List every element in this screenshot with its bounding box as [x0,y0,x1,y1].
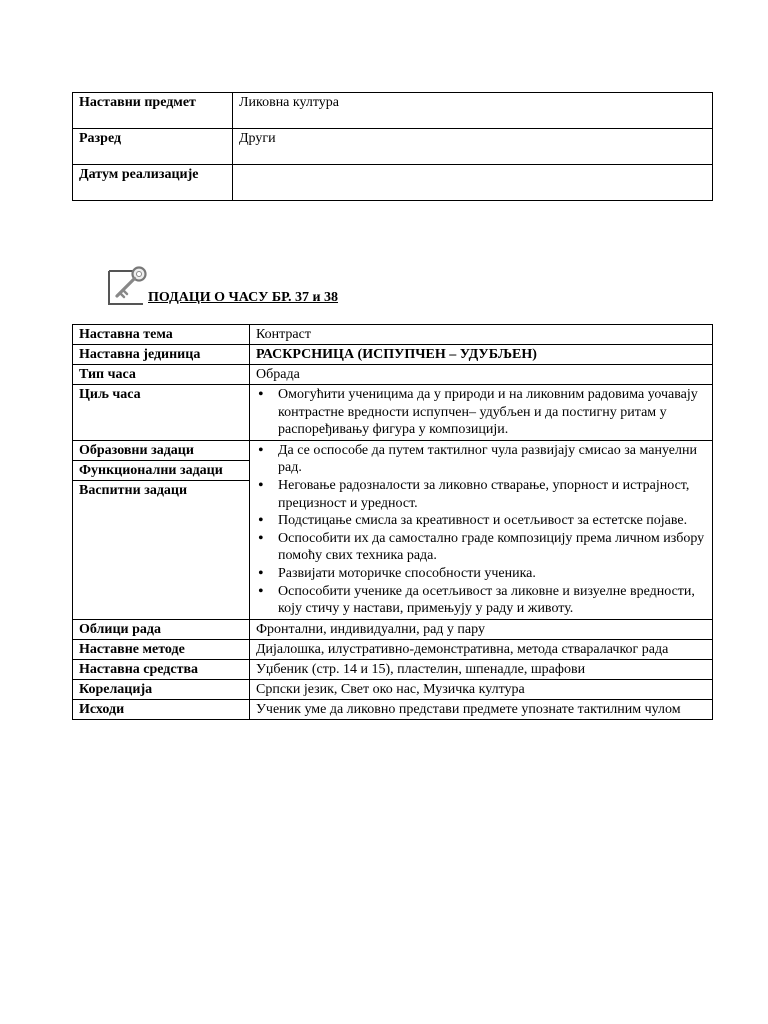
outcomes-value: Ученик уме да ликовно представи предмете упознате тактилним чулом [250,699,713,719]
table-row [73,440,713,619]
topic-label: Наставна тема [73,325,250,345]
table-row [73,365,713,385]
subject-value: Ликовна култура [233,93,713,129]
table-row [73,679,713,699]
lesson-type-value: Обрада [250,365,713,385]
list-item: • Оспособити их да самостално граде композицију према личном избору помоћу свих техника рада. [256,530,706,565]
materials-value: Уџбеник (стр. 14 и 15), пластелин, шпенадле, шрафови [250,659,713,679]
grade-value: Други [233,129,713,165]
work-forms-value: Фронтални, индивидуални, рад у пару [250,619,713,639]
educational-tasks-label: Образовни задаци [73,441,249,461]
table-row [73,385,713,441]
date-value [233,165,713,201]
table-row [73,345,713,365]
materials-label: Наставна средства [73,659,250,679]
lesson-type-label: Тип часа [73,365,250,385]
tasks-list [256,442,706,618]
unit-value: РАСКРСНИЦА (ИСПУПЧЕН – УДУБЉЕН) [250,345,713,365]
functional-tasks-label: Функционални задаци [73,461,249,481]
table-row [73,325,713,345]
correlation-label: Корелација [73,679,250,699]
date-label: Датум реализације [73,165,233,201]
grade-label: Разред [73,129,233,165]
goal-list [256,386,706,439]
subject-info-table [72,92,713,201]
table-row [73,659,713,679]
list-item: • Да се оспособе да путем тактилног чула развијају смисао за мануелни рад. [256,442,706,477]
list-item: • Оспособити ученике да осетљивост за ликовне и визуелне вредности, коју стичу у настави, примењују у раду и животу. [256,583,706,618]
methods-value: Дијалошка, илустративно-демонстративна, метода стваралачког рада [250,639,713,659]
topic-value: Контраст [250,325,713,345]
subject-label: Наставни предмет [73,93,233,129]
list-item: • Развијати моторичке способности ученика. [256,565,706,583]
upbringing-tasks-label: Васпитни задаци [79,482,188,498]
tasks-value [250,440,713,619]
table-row [73,639,713,659]
lesson-table [72,324,713,720]
list-item: • Неговање радозналости за ликовно стварање, упорност и истрајност, прецизност и уредност. [256,477,706,512]
methods-label: Наставне методе [73,639,250,659]
table-row [73,165,713,201]
work-forms-label: Облици рада [73,619,250,639]
goal-value [250,385,713,441]
goal-label: Циљ часа [73,385,250,441]
correlation-value: Српски језик, Свет око нас, Музичка култура [250,679,713,699]
table-row [73,619,713,639]
section-title: ПОДАЦИ О ЧАСУ БР. 37 и 38 [148,290,339,305]
list-item: • Омогућити ученицима да у природи и на ликовним радовима уочавају контрастне вредности испупчен– удубљен и да постигну ритам у распоређивању фигура у композицији. [256,386,706,439]
list-item: • Подстицање смисла за креативност и осетљивост за естетске појаве. [256,512,706,530]
table-row [73,129,713,165]
tasks-labels [73,440,250,619]
key-icon [106,265,150,307]
outcomes-label: Исходи [73,699,250,719]
table-row [73,93,713,129]
unit-label: Наставна јединица [73,345,250,365]
table-row [73,699,713,719]
